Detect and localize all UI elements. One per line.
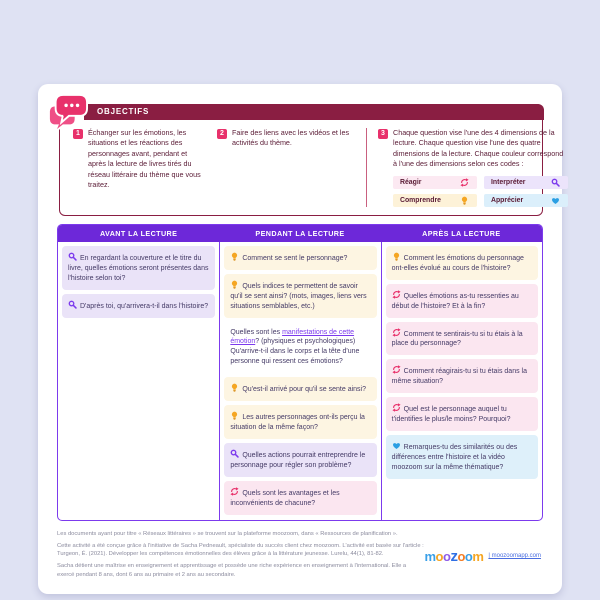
lightbulb-icon	[392, 252, 401, 261]
objective-section-3	[366, 128, 568, 207]
logo-letter: m	[472, 548, 484, 564]
cycle-arrows-icon	[392, 328, 401, 337]
legend-label: Réagir	[400, 178, 422, 186]
question-text: Comment se sent le personnage?	[242, 254, 348, 262]
logo-letter: o	[442, 548, 451, 564]
logo-letter: o	[457, 548, 465, 564]
footer-note-3: Sacha détient une maîtrise en enseignement et apprentissage et possède une riche expérience en enseignement à l'international. Elle a exercé pendant 8 ans, dont 6 ans au primaire et 2 ans au secondaire.	[57, 562, 407, 578]
moozoom-logo	[424, 548, 483, 565]
question-cell	[386, 435, 538, 479]
question-cell	[62, 246, 215, 290]
page-title: OBJECTIFS	[97, 107, 150, 116]
footer-note-1: Les documents ayant pour titre « Réseaux littéraires » se trouvent sur la plateforme moozoom, dans « Ressources de planification ».	[57, 530, 398, 537]
legend-label: Apprécier	[491, 196, 524, 204]
question-cell	[386, 322, 538, 356]
table-column-apres	[381, 242, 542, 520]
table-header-avant: AVANT LA LECTURE	[99, 228, 178, 238]
objective-number-badge: 2	[217, 129, 227, 139]
magnifier-icon	[68, 252, 77, 261]
legend-pill-3	[393, 194, 477, 207]
cycle-arrows-icon	[392, 403, 401, 412]
heart-icon	[392, 441, 401, 450]
objectives-list	[73, 128, 564, 207]
question-text: Qu'est-il arrivé pour qu'il se sente ainsi?	[242, 386, 367, 394]
footer-notes	[57, 530, 424, 582]
question-cell	[386, 284, 538, 318]
lightbulb-icon	[230, 383, 239, 392]
logo-letter: m	[424, 548, 436, 564]
legend-label: Comprendre	[400, 196, 441, 204]
table-header-row	[58, 225, 542, 242]
cycle-arrows-icon	[230, 487, 239, 496]
logo-letter: o	[435, 548, 443, 564]
magnifier-icon	[551, 178, 560, 187]
logo-letter: z	[450, 547, 458, 565]
question-cell	[224, 322, 376, 374]
lightbulb-icon	[230, 280, 239, 289]
question-text: Quels indices te permettent de savoir qu'il se sent ainsi? (mots, images, liens vers situations semblables, etc.)	[230, 282, 367, 310]
objective-item-2	[217, 128, 353, 207]
footer-note-2: Cette activité a été conçue grâce à l'initiative de Sacha Pedneault, spécialiste du succès client chez moozoom. L'activité est basée sur l'article : Turgeon, É. (2021). Développer les compétences émotionnelles des élèves grâce à la littérature jeunesse. Lurelu, 44(1), 81-82.	[57, 542, 424, 558]
question-cell	[224, 443, 376, 477]
question-cell	[386, 397, 538, 431]
objectives-box	[59, 104, 564, 216]
footer	[57, 530, 543, 582]
legend	[393, 176, 568, 207]
question-text: Quelles actions pourrait entreprendre le personnage pour régler son problème?	[230, 452, 366, 469]
objective-text: Faire des liens avec les vidéos et les activités du thème.	[232, 128, 350, 148]
question-text: Quelles émotions as-tu ressenties au début de l'histoire? Et à la fin?	[391, 292, 519, 310]
legend-label: Interpréter	[491, 178, 526, 186]
footer-logo-area	[424, 548, 543, 565]
table-body	[58, 242, 542, 520]
objective-item-1	[73, 128, 204, 207]
chat-bubbles-icon	[46, 93, 90, 133]
objective-text: Chaque question vise l'une des 4 dimensions de la lecture. Chaque question vise l'une des quatre dimensions de la lecture. Chaque couleur correspond à l'une des dimensions selon ces codes :	[393, 128, 564, 169]
question-text: En regardant la couverture et le titre du livre, quelles émotions seront présentes dans l'histoire selon toi?	[68, 254, 209, 282]
objective-text: Échanger sur les émotions, les situations et les réactions des personnages avant, pendant et après la lecture de livres tirés du réseau littéraire du thème que vous traitez.	[88, 128, 201, 190]
objective-item-3	[378, 128, 568, 170]
objective-number-badge: 1	[73, 129, 83, 139]
magnifier-icon	[68, 300, 77, 309]
lightbulb-icon	[230, 252, 239, 261]
question-text: Quelles sont les manifestations de cette émotion? (physiques et psychologiques) Qu'arrive-t-il dans le corps et la tête d'une personne qui ressent ces émotions?	[230, 328, 360, 366]
table-column-avant	[58, 242, 219, 520]
question-cell	[386, 246, 538, 280]
moozoomapp-link[interactable]: | moozoomapp.com	[488, 553, 541, 560]
question-cell	[224, 405, 376, 439]
table-column-pendant	[219, 242, 380, 520]
question-text: D'après toi, qu'arrivera-t-il dans l'histoire?	[80, 302, 209, 310]
question-cell	[386, 359, 538, 393]
content-card	[38, 84, 562, 594]
question-cell	[224, 481, 376, 515]
legend-pill-1	[393, 176, 477, 189]
logo-letter: o	[464, 548, 473, 564]
question-text: Quel est le personnage auquel tu t'identifies le plus/le moins? Pourquoi?	[391, 406, 511, 424]
question-text: Comment les émotions du personnage ont-elles évolué au cours de l'histoire?	[391, 254, 524, 272]
magnifier-icon	[230, 449, 239, 458]
cycle-arrows-icon	[392, 365, 401, 374]
question-cell	[62, 294, 215, 318]
lightbulb-icon	[460, 196, 469, 205]
question-cell	[224, 246, 376, 270]
reading-table	[57, 224, 543, 521]
question-text: Comment réagirais-tu si tu étais dans la même situation?	[391, 368, 527, 386]
objectives-title-band	[84, 104, 544, 120]
cycle-arrows-icon	[460, 178, 469, 187]
question-text: Les autres personnages ont-ils perçu la situation de la même façon?	[230, 414, 365, 432]
legend-pill-4	[484, 194, 568, 207]
manifestations-link[interactable]: manifestations de cette émotion	[230, 328, 355, 346]
heart-icon	[551, 196, 560, 205]
table-header-pendant: PENDANT LA LECTURE	[255, 228, 345, 238]
question-text: Comment te sentirais-tu si tu étais à la place du personnage?	[391, 330, 523, 348]
lightbulb-icon	[230, 411, 239, 420]
question-cell	[224, 377, 376, 401]
question-text: Remarques-tu des similarités ou des différences entre l'histoire et la vidéo moozoom sur la même thématique?	[391, 444, 518, 471]
question-cell	[224, 274, 376, 318]
legend-pill-2	[484, 176, 568, 189]
objective-number-badge: 3	[378, 129, 388, 139]
question-text: Quels sont les avantages et les inconvénients de chacune?	[230, 489, 340, 507]
cycle-arrows-icon	[392, 290, 401, 299]
table-header-apres: APRÈS LA LECTURE	[422, 228, 501, 238]
